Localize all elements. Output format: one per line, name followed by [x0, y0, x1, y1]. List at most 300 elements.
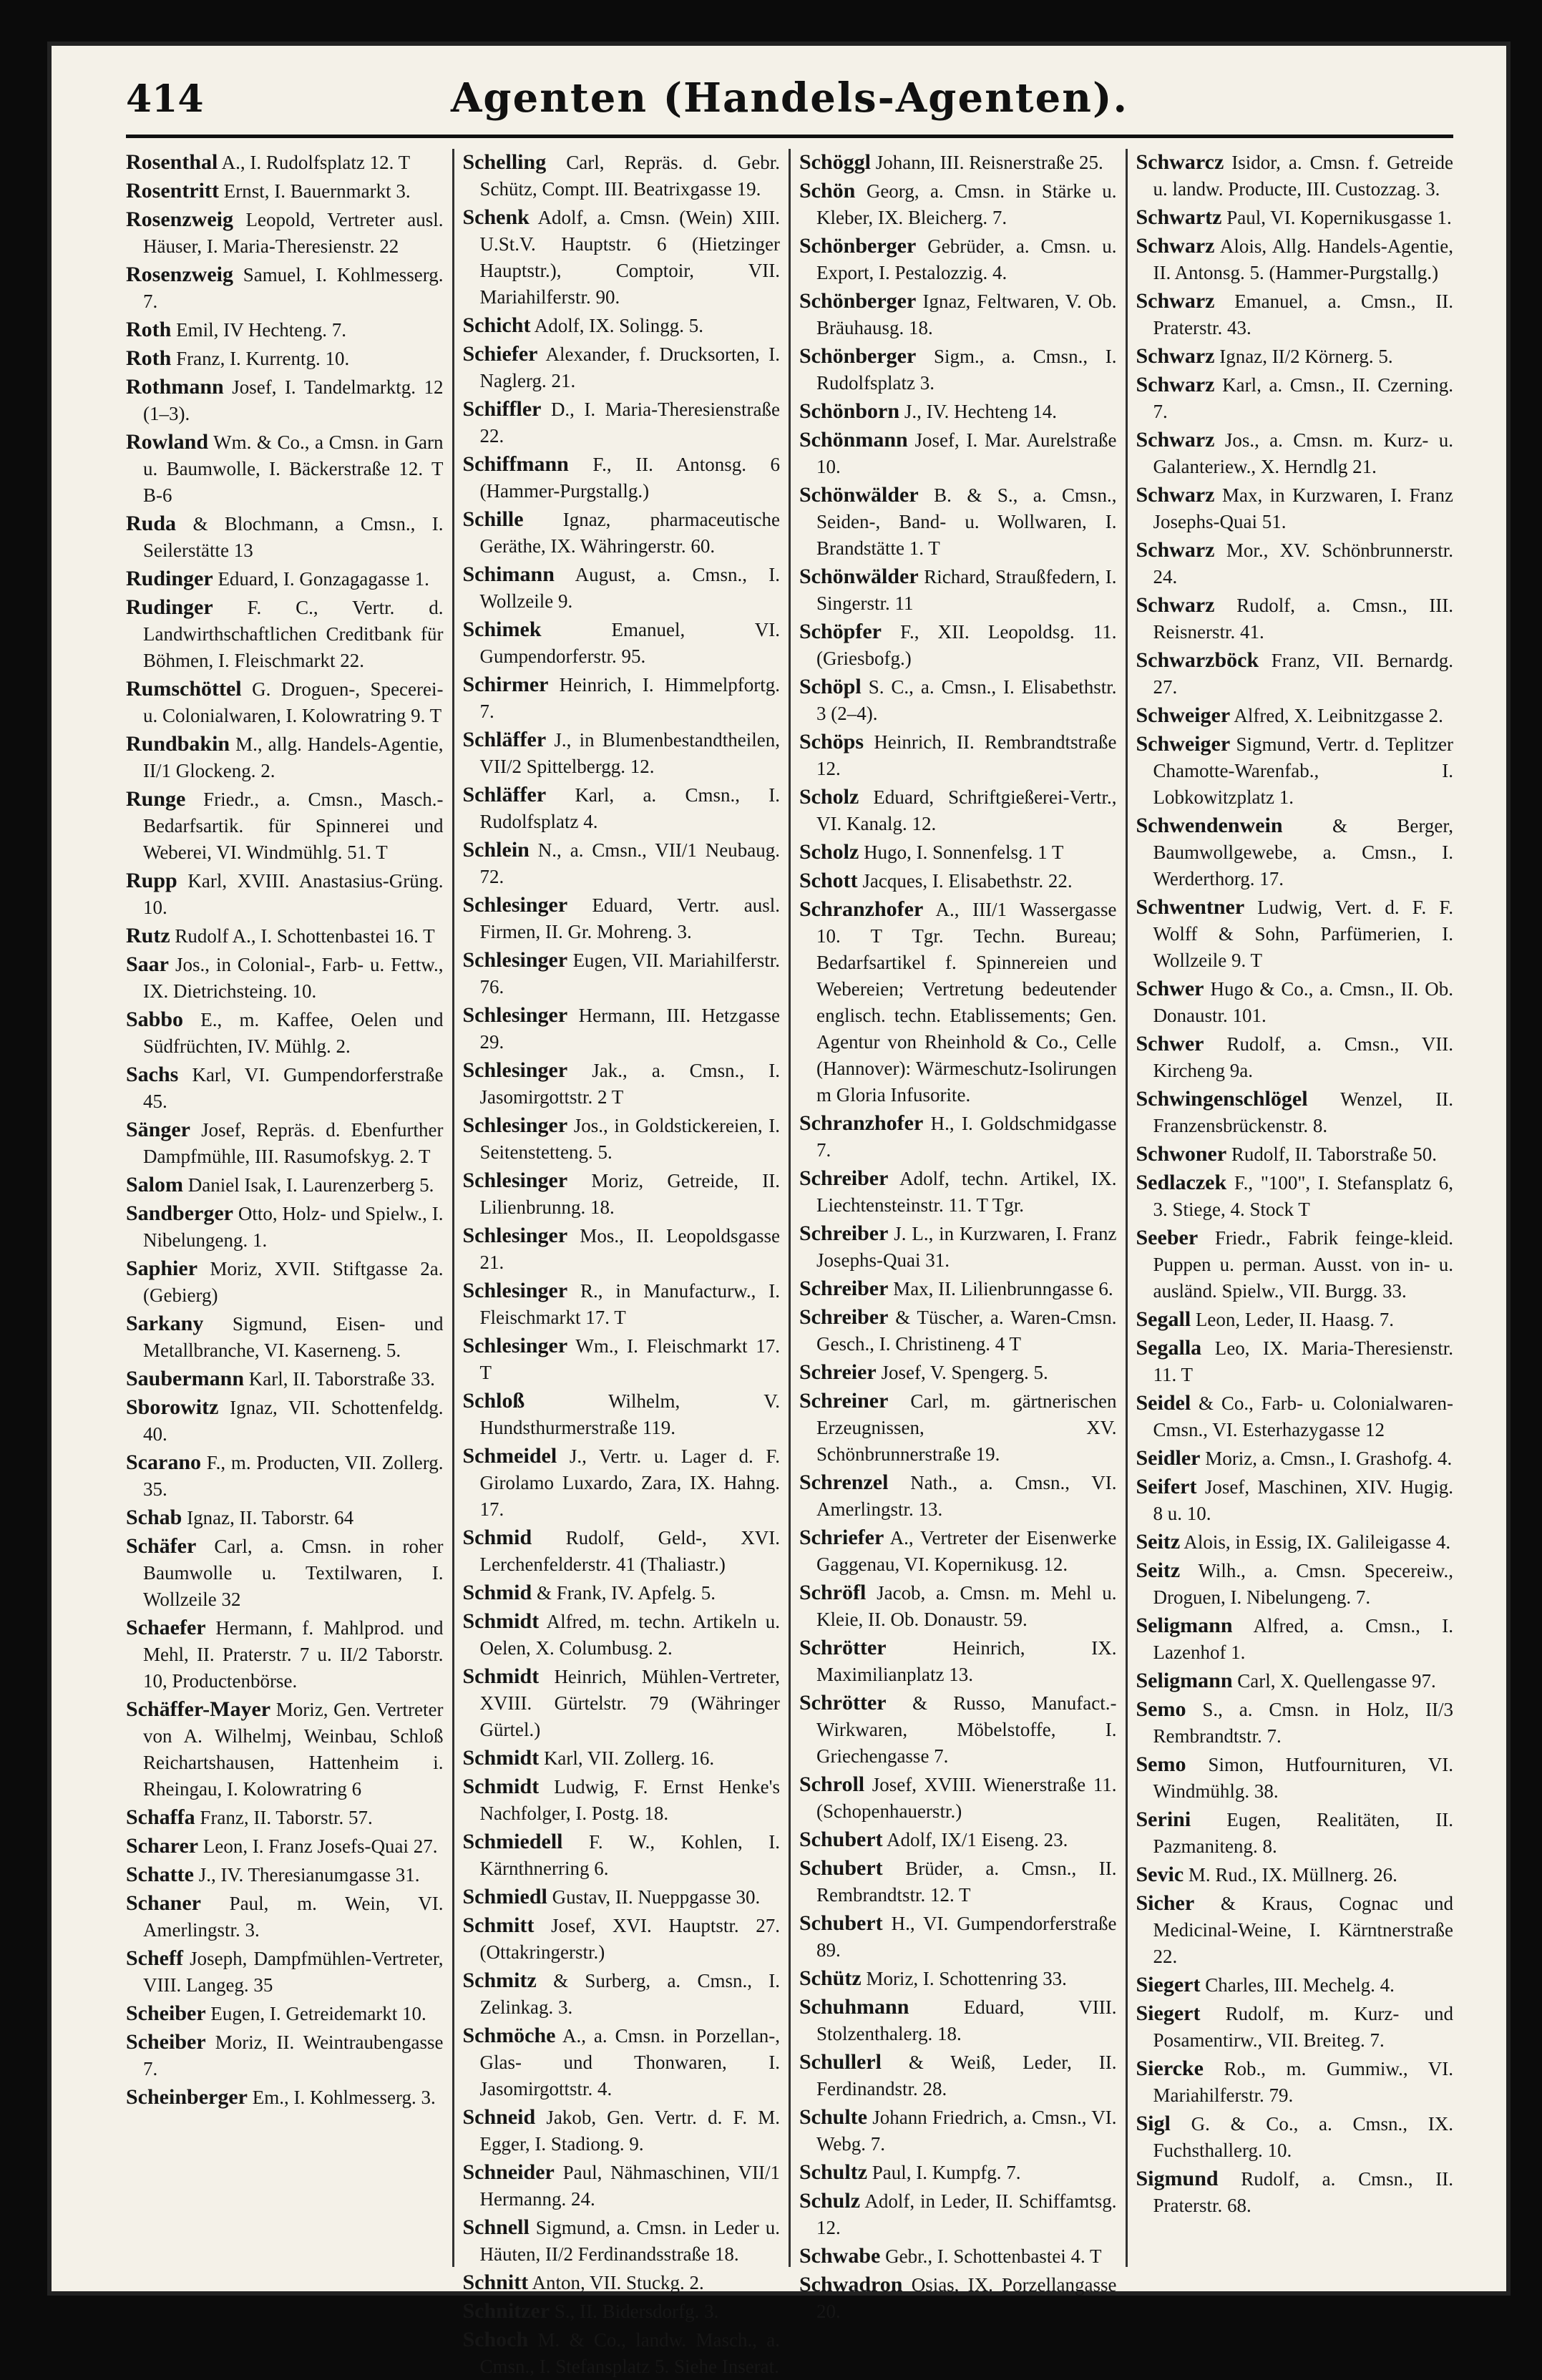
entry-text: Johann Friedrich, a. Cmsn., VI. Webg. 7.: [816, 2107, 1117, 2155]
directory-entry: [799, 563, 1117, 617]
directory-entry: [1136, 482, 1454, 535]
entry-name: Schwarcz: [1136, 150, 1224, 174]
directory-entry: [463, 726, 781, 780]
directory-entry: [463, 204, 781, 311]
directory-entry: [463, 1745, 781, 1772]
directory-entry: [126, 510, 444, 564]
entry-name: Schiffmann: [462, 452, 569, 476]
directory-entry: [1136, 894, 1454, 974]
directory-entry: [1136, 1806, 1454, 1860]
directory-entry: [126, 922, 444, 950]
entry-text: Daniel Isak, I. Laurenzerberg 5.: [187, 1174, 434, 1196]
entry-name: Schicht: [462, 313, 531, 337]
directory-entry: [799, 2159, 1117, 2186]
entry-text: G. & Co., a. Cmsn., IX. Fuchsthallerg. 10.: [1153, 2113, 1454, 2161]
directory-entry: [126, 1171, 444, 1199]
entry-text: Paul, Nähmaschinen, VII/1 Hermanng. 24.: [479, 2162, 780, 2210]
entry-text: Moriz, XVII. Stiftgasse 2a. (Gebierg): [143, 1258, 444, 1306]
directory-entry: [463, 2104, 781, 2157]
page-number: 414: [126, 77, 204, 121]
entry-text: Rudolf, a. Cmsn., III. Reisnerstr. 41.: [1153, 595, 1453, 643]
entry-text: Leopold, Vertreter ausl. Häuser, I. Maria-Theresienstr. 22: [143, 209, 444, 257]
entry-name: Sicher: [1136, 1891, 1195, 1915]
directory-entry: [799, 896, 1117, 1108]
entry-text: Paul, m. Wein, VI. Amerlingstr. 3.: [143, 1893, 444, 1941]
entry-text: Gustav, II. Nueppgasse 30.: [552, 1886, 761, 1908]
entry-name: Siercke: [1136, 2057, 1204, 2080]
entry-name: Schlesinger: [462, 893, 568, 917]
entry-text: Emanuel, VI. Gumpendorferstr. 95.: [479, 619, 781, 667]
entry-text: Emanuel, a. Cmsn., II. Praterstr. 43.: [1153, 291, 1453, 338]
entry-name: Schmidt: [462, 1775, 540, 1798]
directory-entry: [463, 837, 781, 890]
entry-name: Scheiber: [126, 2030, 206, 2054]
directory-entry: [126, 565, 444, 592]
directory-entry: [126, 149, 444, 176]
entry-text: Samuel, I. Kohlmesserg. 7.: [143, 264, 444, 312]
directory-entry: [463, 1608, 781, 1662]
entry-text: Ignaz, Feltwaren, V. Ob. Bräuhausg. 18.: [816, 291, 1117, 338]
entry-text: August, a. Cmsn., I. Wollzeile 9.: [479, 564, 781, 612]
column-3: [799, 149, 1128, 2322]
directory-entry: [126, 316, 444, 343]
entry-name: Schwarz: [1136, 538, 1215, 562]
directory-entry: [126, 345, 444, 372]
entry-name: Seidel: [1136, 1391, 1191, 1415]
directory-entry: [126, 1449, 444, 1503]
entry-text: Alfred, m. techn. Artikeln u. Oelen, X. Columbusg. 2.: [479, 1611, 780, 1659]
entry-text: Max, II. Lilienbrunngasse 6.: [893, 1278, 1113, 1299]
directory-entry: [1136, 1306, 1454, 1333]
entry-name: Schnitzer: [462, 2299, 550, 2323]
directory-entry: [799, 784, 1117, 837]
entry-text: Josef, V. Spengerg. 5.: [881, 1362, 1048, 1383]
entry-name: Seitz: [1136, 1530, 1181, 1554]
entry-name: Schulte: [799, 2105, 868, 2129]
entry-text: Heinrich, IX. Maximilianplatz 13.: [816, 1637, 1117, 1685]
entry-text: Ignaz, II. Taborstr. 64: [187, 1507, 354, 1528]
directory-entry: [463, 506, 781, 560]
directory-entry: [126, 676, 444, 729]
column-2: [462, 149, 791, 2377]
entry-name: Schreiner: [799, 1389, 889, 1413]
entry-name: Schille: [462, 507, 524, 531]
entry-text: Eduard, VIII. Stolzenthalerg. 18.: [816, 1996, 1117, 2044]
directory-entry: [463, 149, 781, 203]
entry-name: Scheff: [126, 1946, 183, 1970]
directory-entry: [799, 618, 1117, 672]
directory-entry: [126, 1116, 444, 1170]
entry-text: Moriz, Getreide, II. Lilienbrunng. 18.: [479, 1170, 780, 1218]
directory-entry: [799, 482, 1117, 562]
directory-entry: [126, 1533, 444, 1613]
directory-entry: [799, 1110, 1117, 1164]
entry-name: Rosenzweig: [126, 208, 233, 231]
directory-entry: [126, 1504, 444, 1531]
entry-name: Schatte: [126, 1863, 194, 1886]
directory-page: [47, 42, 1511, 2377]
directory-entry: [126, 429, 444, 509]
entry-name: Schwarz: [1136, 344, 1215, 368]
entry-name: Scarano: [126, 1450, 201, 1474]
entry-name: Schaefer: [126, 1616, 206, 1639]
entry-name: Schrötter: [799, 1636, 887, 1659]
entry-text: Karl, VII. Zollerg. 16.: [543, 1747, 715, 1769]
entry-text: Karl, VI. Gumpendorferstraße 45.: [143, 1064, 444, 1112]
directory-entry: [463, 1773, 781, 1827]
entry-name: Schwarz: [1136, 593, 1215, 617]
entry-text: Ignaz, II/2 Körnerg. 5.: [1219, 346, 1393, 367]
directory-entry: [1136, 1667, 1454, 1694]
entry-text: Karl, a. Cmsn., I. Rudolfsplatz 4.: [479, 784, 781, 832]
entry-text: Brüder, a. Cmsn., II. Rembrandtstr. 12. T: [816, 1858, 1117, 1906]
entry-name: Schmiedell: [462, 1830, 563, 1853]
directory-entry: [463, 1167, 781, 1221]
entry-name: Siegert: [1136, 1973, 1201, 1996]
entry-text: & Frank, IV. Apfelg. 5.: [536, 1582, 716, 1604]
directory-entry: [1136, 2000, 1454, 2054]
entry-text: Johann, III. Reisnerstraße 25.: [875, 152, 1103, 173]
entry-text: Eduard, Schriftgießerei-Vertr., VI. Kanalg. 12.: [816, 786, 1117, 834]
entry-text: Friedr., Fabrik feinge-kleid. Puppen u. perman. Ausst. von in- u. ausländ. Spielw., VII. Burgg. 33.: [1153, 1227, 1453, 1302]
entry-text: Carl, X. Quellengasse 97.: [1237, 1670, 1436, 1692]
directory-entry: [1136, 592, 1454, 645]
entry-text: Rob., m. Gummiw., VI. Mariahilferstr. 79.: [1153, 2058, 1453, 2106]
directory-entry: [799, 1387, 1117, 1468]
entry-text: F. C., Vertr. d. Landwirthschaftlichen Creditbank für Böhmen, I. Fleischmarkt 22.: [143, 597, 444, 671]
directory-entry: [1136, 426, 1454, 480]
entry-name: Schmidt: [462, 1609, 540, 1633]
directory-entry: [799, 867, 1117, 894]
entry-name: Sarkany: [126, 1312, 204, 1335]
entry-text: Heinrich, II. Rembrandtstraße 12.: [816, 731, 1117, 779]
directory-entry: [126, 1200, 444, 1254]
directory-entry: [1136, 1086, 1454, 1139]
entry-text: M., allg. Handels-Agentie, II/1 Glockeng. 2.: [143, 733, 444, 781]
entry-name: Schweiger: [1136, 732, 1231, 756]
entry-text: Wm., I. Fleischmarkt 17. T: [479, 1335, 780, 1383]
entry-text: F. W., Kohlen, I. Kärnthnerring 6.: [479, 1831, 780, 1879]
entry-name: Seligmann: [1136, 1614, 1233, 1637]
entry-text: Leo, IX. Maria-Theresienstr. 11. T: [1153, 1337, 1453, 1385]
entry-name: Schwarz: [1136, 483, 1215, 507]
directory-entry: [463, 2022, 781, 2102]
entry-text: Jos., a. Cmsn. m. Kurz- u. Galanteriew., X. Herndlg 21.: [1153, 429, 1454, 477]
entry-text: Carl, m. gärtnerischen Erzeugnissen, XV. Schönbrunnerstraße 19.: [816, 1390, 1117, 1465]
entry-name: Schweiger: [1136, 703, 1231, 727]
entry-name: Schwoner: [1136, 1142, 1227, 1166]
entry-name: Schlein: [462, 838, 530, 862]
entry-text: Carl, Repräs. d. Gebr. Schütz, Compt. III. Beatrixgasse 19.: [479, 152, 780, 200]
entry-name: Semo: [1136, 1697, 1186, 1721]
entry-name: Seeber: [1136, 1226, 1199, 1249]
directory-entry: [1136, 2110, 1454, 2164]
entry-name: Schütz: [799, 1966, 862, 1990]
entry-name: Schlesinger: [462, 1113, 568, 1137]
directory-entry: [126, 1365, 444, 1393]
directory-entry: [1136, 975, 1454, 1029]
entry-name: Schranzhofer: [799, 897, 924, 921]
directory-entry: [463, 2298, 781, 2325]
directory-entry: [463, 1883, 781, 1911]
directory-entry: [126, 731, 444, 784]
entry-text: Hugo, I. Sonnenfelsg. 1 T: [864, 842, 1064, 863]
entry-text: Sigmund, a. Cmsn. in Leder u. Häuten, II/2 Ferdinandsstraße 18.: [479, 2217, 780, 2265]
entry-name: Schuhmann: [799, 1995, 909, 2019]
entry-text: Hugo & Co., a. Cmsn., II. Ob. Donaustr. 101.: [1153, 978, 1453, 1026]
entry-text: Rudolf, a. Cmsn., II. Praterstr. 68.: [1153, 2168, 1453, 2216]
directory-entry: [126, 867, 444, 921]
directory-entry: [126, 1696, 444, 1803]
directory-entry: [1136, 1335, 1454, 1388]
entry-name: Schäffer-Mayer: [126, 1697, 271, 1721]
entry-text: & Russo, Manufact.-Wirkwaren, Möbelstoffe, I. Griechengasse 7.: [816, 1692, 1117, 1767]
directory-entry: [126, 1006, 444, 1060]
entry-text: Alfred, a. Cmsn., I. Lazenhof 1.: [1153, 1615, 1453, 1663]
entry-name: Schmitz: [462, 1969, 537, 1992]
directory-entry: [126, 594, 444, 674]
directory-entry: [1136, 1224, 1454, 1304]
entry-name: Schwabe: [799, 2244, 881, 2268]
entry-text: J., IV. Theresianumgasse 31.: [198, 1864, 420, 1886]
entry-name: Schnitt: [462, 2271, 529, 2294]
entry-name: Schlesinger: [462, 1169, 568, 1192]
entry-name: Schubert: [799, 1911, 883, 1935]
entry-name: Rudinger: [126, 595, 213, 619]
directory-entry: [799, 1579, 1117, 1633]
entry-text: Sigmund, Eisen- und Metallbranche, VI. Kaserneng. 5.: [143, 1313, 444, 1361]
entry-name: Sedlaczek: [1136, 1171, 1227, 1194]
entry-name: Schröfl: [799, 1581, 867, 1604]
entry-name: Schullerl: [799, 2050, 882, 2074]
entry-text: Ernst, I. Bauernmarkt 3.: [223, 180, 411, 202]
entry-text: S., a. Cmsn. in Holz, II/3 Rembrandtstr. 7.: [1153, 1699, 1453, 1747]
entry-name: Rowland: [126, 430, 209, 454]
entry-text: Rudolf A., I. Schottenbastei 16. T: [175, 925, 435, 947]
directory-entry: [1136, 1557, 1454, 1611]
directory-entry: [1136, 1473, 1454, 1527]
entry-name: Schmidt: [462, 1664, 540, 1688]
directory-entry: [463, 947, 781, 1000]
entry-name: Scheinberger: [126, 2085, 248, 2109]
entry-text: H., I. Goldschmidgasse 7.: [816, 1113, 1117, 1161]
entry-name: Sänger: [126, 1118, 190, 1141]
directory-entry: [126, 1061, 444, 1115]
entry-text: Osias, IX. Porzellangasse 20.: [816, 2274, 1117, 2322]
entry-text: E., m. Kaffee, Oelen und Südfrüchten, IV. Mühlg. 2.: [143, 1009, 444, 1057]
entry-text: Karl, II. Taborstraße 33.: [248, 1368, 435, 1390]
directory-entry: [799, 426, 1117, 480]
directory-entry: [126, 786, 444, 866]
directory-entry: [1136, 537, 1454, 590]
entry-text: F., II. Antonsg. 6 (Hammer-Purgstallg.): [479, 454, 781, 502]
entry-text: Rudolf, Geld-, XVI. Lerchenfelderstr. 41 (Thaliastr.): [479, 1527, 780, 1575]
entry-name: Scholz: [799, 840, 859, 864]
entry-name: Schlesinger: [462, 1224, 568, 1247]
entry-name: Schönwälder: [799, 483, 919, 507]
directory-entry: [1136, 288, 1454, 341]
entry-text: Ignaz, pharmaceutische Geräthe, IX. Währingerstr. 60.: [479, 509, 780, 557]
entry-name: Schott: [799, 869, 858, 892]
entry-name: Sandberger: [126, 1201, 233, 1225]
entry-text: Alois, Allg. Handels-Agentie, II. Antonsg. 5. (Hammer-Purgstallg.): [1153, 235, 1453, 283]
entry-text: G. Droguen-, Specerei- u. Colonialwaren, I. Kolowratring 9. T: [143, 678, 444, 726]
directory-entry: [799, 1994, 1117, 2047]
entry-text: F., "100", I. Stefansplatz 6, 3. Stiege, 4. Stock T: [1153, 1172, 1454, 1220]
directory-entry: [126, 2084, 444, 2111]
entry-name: Schaner: [126, 1891, 201, 1915]
entry-name: Schriefer: [799, 1526, 884, 1549]
directory-entry: [463, 1579, 781, 1606]
entry-text: Mos., II. Leopoldsgasse 21.: [479, 1225, 780, 1273]
entry-text: Ludwig, F. Ernst Henke's Nachfolger, I. Postg. 18.: [479, 1776, 780, 1824]
entry-name: Schnell: [462, 2215, 530, 2239]
running-head: Agenten (Handels-Agenten).: [450, 74, 1129, 122]
directory-entry: [1136, 1030, 1454, 1084]
entry-text: Alfred, X. Leibnitzgasse 2.: [1234, 705, 1443, 726]
directory-entry: [126, 2000, 444, 2027]
entry-text: Gebr., I. Schottenbastei 4. T: [885, 2245, 1102, 2267]
entry-text: Jacob, a. Cmsn. m. Mehl u. Kleie, II. Ob. Donaustr. 59.: [816, 1582, 1117, 1630]
entry-name: Schlesinger: [462, 1058, 568, 1082]
directory-entry: [463, 1524, 781, 1578]
entry-text: Franz, I. Kurrentg. 10.: [176, 348, 350, 369]
directory-entry: [799, 1965, 1117, 1992]
directory-entry: [1136, 2165, 1454, 2219]
directory-entry: [463, 1332, 781, 1386]
entry-text: Richard, Straußfedern, I. Singerstr. 11: [816, 566, 1117, 614]
entry-text: F., m. Producten, VII. Zollerg. 35.: [143, 1452, 444, 1500]
directory-entry: [463, 2214, 781, 2268]
entry-text: Josef, Repräs. d. Ebenfurther Dampfmühle, III. Rasumofskyg. 2. T: [143, 1119, 444, 1167]
entry-name: Serini: [1136, 1808, 1191, 1831]
directory-entry: [126, 1861, 444, 1888]
directory-entry: [1136, 647, 1454, 701]
entry-text: Simon, Hutfournituren, VI. Windmühlg. 38.: [1153, 1754, 1453, 1802]
entry-text: Wilh., a. Cmsn. Specereiw., Droguen, I. Nibelungeng. 7.: [1153, 1560, 1453, 1608]
directory-entry: [126, 261, 444, 315]
directory-entry: [1136, 2055, 1454, 2109]
directory-entry: [463, 1222, 781, 1276]
entry-text: Otto, Holz- und Spielw., I. Nibelungeng. 1.: [143, 1203, 444, 1251]
entry-text: Josef, I. Mar. Aurelstraße 10.: [816, 429, 1117, 477]
directory-entry: [463, 1112, 781, 1166]
entry-name: Schöps: [799, 730, 864, 753]
entry-name: Schreiber: [799, 1277, 889, 1300]
entry-name: Schönberger: [799, 289, 917, 313]
entry-text: Wm. & Co., a Cmsn. in Garn u. Baumwolle, I. Bäckerstraße 12. T B-6: [143, 431, 444, 506]
directory-entry: [1136, 1169, 1454, 1223]
entry-text: Charles, III. Mechelg. 4.: [1205, 1974, 1395, 1996]
directory-entry: [126, 1255, 444, 1309]
entry-name: Schneider: [462, 2160, 555, 2184]
entry-text: Adolf, techn. Artikel, IX. Liechtensteinstr. 11. T Tgr.: [816, 1168, 1117, 1216]
entry-text: Karl, XVIII. Anastasius-Grüng. 10.: [143, 870, 444, 918]
directory-entry: [463, 451, 781, 504]
entry-text: Jos., in Goldstickereien, I. Seitenstetteng. 5.: [479, 1115, 780, 1163]
directory-entry: [1136, 1861, 1454, 1888]
directory-entry: [1136, 1445, 1454, 1472]
entry-text: Franz, II. Taborstr. 57.: [200, 1807, 373, 1828]
entry-text: Friedr., a. Cmsn., Masch.-Bedarfsartik. für Spinnerei und Weberei, VI. Windmühlg. 51. T: [143, 789, 444, 863]
directory-entry: [463, 341, 781, 394]
directory-entry: [463, 1002, 781, 1055]
entry-name: Roth: [126, 346, 172, 370]
entry-name: Semo: [1136, 1752, 1186, 1776]
directory-entry: [799, 177, 1117, 231]
entry-name: Schoch: [462, 2328, 529, 2351]
entry-text: Ludwig, Vert. d. F. F. Wolff & Sohn, Parfümerien, I. Wollzeile 9. T: [1153, 897, 1453, 971]
entry-name: Schwendenwein: [1136, 814, 1283, 837]
entry-text: Heinrich, Mühlen-Vertreter, XVIII. Gürtelstr. 79 (Währinger Gürtel.): [479, 1666, 780, 1740]
entry-text: Hermann, III. Hetzgasse 29.: [479, 1005, 780, 1053]
entry-name: Schelling: [462, 150, 547, 174]
entry-name: Schiffler: [462, 397, 542, 421]
entry-text: Wilhelm, V. Hundsthurmerstraße 119.: [479, 1390, 780, 1438]
directory-entry: [799, 233, 1117, 286]
entry-text: Moriz, Gen. Vertreter von A. Wilhelmj, Weinbau, Schloß Reichartshausen, Hattenheim i. Rheingau, I. Kolowratring 6: [143, 1699, 444, 1800]
directory-entry: [799, 343, 1117, 396]
entry-name: Sevic: [1136, 1863, 1184, 1886]
directory-entry: [1136, 1390, 1454, 1443]
page-header: [126, 70, 1453, 138]
directory-entry: [799, 1855, 1117, 1908]
directory-entry: [799, 839, 1117, 866]
entry-name: Schreiber: [799, 1166, 889, 1190]
entry-text: & Surberg, a. Cmsn., I. Zelinkag. 3.: [479, 1970, 781, 2018]
directory-entry: [799, 1469, 1117, 1523]
entry-text: J., in Blumenbestandtheilen, VII/2 Spittelbergg. 12.: [479, 729, 780, 777]
directory-entry: [463, 1967, 781, 2021]
entry-text: Sigmund, Vertr. d. Teplitzer Chamotte-Warenfab., I. Lobkowitzplatz 1.: [1153, 733, 1453, 808]
entry-text: Emil, IV Hechteng. 7.: [176, 319, 347, 341]
entry-text: Adolf, IX. Solingg. 5.: [534, 315, 704, 336]
entry-name: Schmiedl: [462, 1885, 547, 1908]
entry-name: Schmeidel: [462, 1444, 557, 1468]
entry-text: Gebrüder, a. Cmsn. u. Export, I. Pestalozzig. 4.: [816, 235, 1117, 283]
directory-entry: [799, 2243, 1117, 2270]
directory-entry: [463, 671, 781, 725]
directory-entry: [1136, 343, 1454, 370]
entry-text: Max, in Kurzwaren, I. Franz Josephs-Quai 51.: [1153, 484, 1454, 532]
directory-entry: [799, 728, 1117, 782]
directory-entry: [126, 1394, 444, 1448]
entry-name: Schreier: [799, 1360, 877, 1384]
entry-name: Schlesinger: [462, 1279, 568, 1302]
entry-name: Schmitt: [462, 1913, 535, 1937]
entry-text: S. C., a. Cmsn., I. Elisabethstr. 3 (2–4).: [816, 676, 1117, 724]
entry-text: S., II. Bidersdorfg. 3.: [554, 2301, 719, 2322]
directory-entry: [463, 1663, 781, 1743]
entry-text: Rudolf, II. Taborstraße 50.: [1231, 1143, 1437, 1165]
entry-name: Sigmund: [1136, 2167, 1219, 2190]
entry-name: Schöggl: [799, 150, 872, 174]
entry-name: Scheiber: [126, 2001, 206, 2025]
entry-text: Josef, I. Tandelmarktg. 12 (1–3).: [143, 376, 444, 424]
entry-text: Georg, a. Cmsn. in Stärke u. Kleber, IX. Bleicherg. 7.: [816, 180, 1117, 228]
directory-entry: [126, 374, 444, 427]
entry-text: & Weiß, Leder, II. Ferdinandstr. 28.: [816, 2052, 1117, 2099]
entry-name: Schmid: [462, 1581, 532, 1604]
entry-name: Runge: [126, 787, 186, 811]
entry-text: A., Vertreter der Eisenwerke Gaggenau, VI. Kopernikusg. 12.: [816, 1527, 1117, 1575]
column-1: [126, 149, 454, 2267]
directory-entry: [799, 1689, 1117, 1770]
entry-text: J. L., in Kurzwaren, I. Franz Josephs-Quai 31.: [816, 1223, 1117, 1271]
directory-entry: [126, 951, 444, 1005]
entry-name: Segall: [1136, 1307, 1191, 1331]
entry-name: Schiefer: [462, 342, 538, 366]
